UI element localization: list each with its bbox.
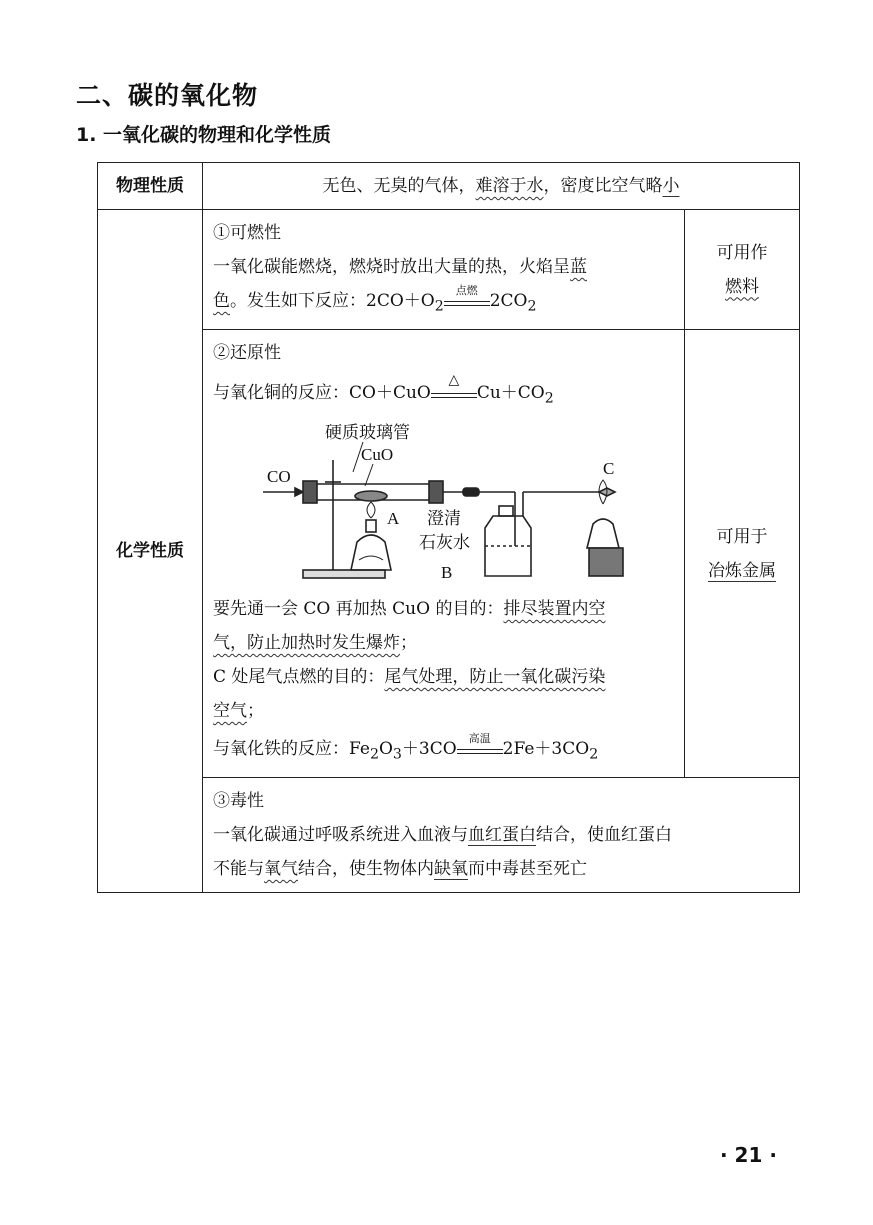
- co-inlet-label: CO: [267, 466, 291, 486]
- use-smelting: 冶炼金属: [708, 560, 776, 581]
- reducibility-title: ②还原性: [213, 343, 281, 364]
- toxicity-l1a: 一氧化碳通过呼吸系统进入血液与: [213, 825, 468, 846]
- toxicity-l2c: 结合，使生物体内: [298, 859, 434, 880]
- co-reduction-apparatus-diagram: [253, 420, 653, 590]
- fe-oxygen: O: [378, 738, 393, 759]
- tube-label: 硬质玻璃管: [325, 422, 410, 442]
- toxicity-hypoxia: 缺氧: [434, 859, 468, 880]
- equation-arrow: [444, 284, 490, 306]
- physical-text-c: ，密度比空气略: [543, 176, 663, 196]
- physical-label: 物理性质: [98, 163, 203, 210]
- chemical-label: 化学性质: [98, 210, 203, 893]
- flame-color-blue: 蓝: [570, 257, 587, 277]
- co2-subscript: 2: [527, 298, 537, 315]
- a-label: A: [387, 508, 400, 528]
- fe-reaction-product: 2Fe＋3CO: [502, 738, 590, 759]
- condition-ignite: 点燃: [455, 284, 478, 297]
- physical-text-a: 无色、无臭的气体，: [322, 176, 476, 196]
- equation-arrow-high-temp: [457, 731, 503, 754]
- physical-text: [203, 163, 800, 210]
- limewater-label-2: 石灰水: [419, 532, 470, 552]
- toxicity-l2e: 而中毒甚至死亡: [468, 859, 587, 880]
- limewater-label-1: 澄清: [427, 508, 461, 528]
- flame-color-blue-2: 色: [213, 291, 230, 311]
- use-fuel: 燃料: [725, 276, 759, 297]
- fe-co2-subscript: 2: [589, 746, 599, 763]
- toxicity-row: [98, 778, 800, 893]
- c-label: C: [603, 458, 615, 478]
- fe-subscript-3: 3: [392, 746, 402, 763]
- combustion-equation-lhs: 。发生如下反应：2CO＋O: [230, 291, 435, 311]
- purpose2-line2: [213, 694, 674, 728]
- combustion-product: 2CO: [489, 291, 528, 311]
- purpose1-answer-1: 排尽装置内空: [503, 598, 606, 619]
- co-properties-table: [97, 162, 800, 893]
- purpose2-line1: [213, 660, 674, 694]
- fe-reaction-a: 与氧化铁的反应：Fe: [213, 738, 370, 759]
- toxicity-line1: [213, 818, 789, 852]
- fe-reaction-b: ＋3CO: [401, 738, 457, 759]
- toxicity-l2a: 不能与: [213, 859, 264, 880]
- condition-high-temp: 高温: [468, 731, 491, 745]
- subsection-title: 1. 一氧化碳的物理和化学性质: [76, 124, 332, 146]
- purpose2-answer-2: 空气: [213, 700, 247, 721]
- physical-insoluble: 难溶于水: [475, 176, 544, 196]
- section-title: 二、碳的氧化物: [76, 81, 259, 110]
- reducibility-row: [98, 330, 800, 778]
- purpose2-end: ；: [247, 700, 264, 721]
- condition-heat: △: [448, 372, 460, 389]
- toxicity-oxygen: 氧气: [264, 859, 298, 880]
- flammability-row: [98, 210, 800, 330]
- toxicity-hemoglobin: 血红蛋白: [468, 825, 536, 846]
- purpose1-end: ；: [400, 632, 417, 653]
- page-number: · 21 ·: [720, 1143, 777, 1167]
- cuo-label: CuO: [361, 444, 394, 464]
- toxicity-cell: [203, 778, 800, 893]
- reducibility-use: [685, 330, 800, 778]
- purpose2-answer-1: 尾气处理，防止一氧化碳污染: [384, 666, 606, 687]
- o2-subscript: 2: [434, 298, 444, 315]
- reducibility-use-label: 可用于: [716, 526, 768, 547]
- b-label: B: [441, 562, 453, 582]
- physical-row: [98, 163, 800, 210]
- purpose1-answer-2: 气，防止加热时发生爆炸: [213, 632, 400, 653]
- reducibility-cell: [203, 330, 685, 778]
- flammability-line1: [213, 250, 674, 284]
- fe-subscript-2: 2: [369, 746, 379, 763]
- cuo-co2-subscript: 2: [544, 390, 554, 407]
- cuo-reaction-rhs: Cu＋CO: [476, 383, 545, 404]
- flammability-cell: [203, 210, 685, 330]
- purpose1-line1: [213, 592, 674, 626]
- flammability-line2: [213, 284, 674, 323]
- flammability-desc: 一氧化碳能燃烧，燃烧时放出大量的热，火焰呈: [213, 257, 570, 277]
- toxicity-line2: [213, 852, 789, 886]
- fe-reaction: [213, 732, 674, 771]
- cuo-reaction-lhs: 与氧化铜的反应：CO＋CuO: [213, 383, 431, 404]
- flammability-use: [685, 210, 800, 330]
- use-label: 可用作: [716, 242, 768, 263]
- toxicity-title: ③毒性: [213, 791, 264, 812]
- toxicity-l1c: 结合，使血红蛋白: [536, 825, 672, 846]
- equation-arrow-heat: [431, 372, 477, 398]
- cuo-reaction: [213, 372, 674, 415]
- purpose1-question: 要先通一会 CO 再加热 CuO 的目的：: [213, 598, 504, 619]
- purpose1-line2: [213, 626, 674, 660]
- flammability-title: ①可燃性: [213, 223, 281, 243]
- purpose2-question: C 处尾气点燃的目的：: [213, 666, 385, 687]
- physical-density: 小: [662, 176, 680, 196]
